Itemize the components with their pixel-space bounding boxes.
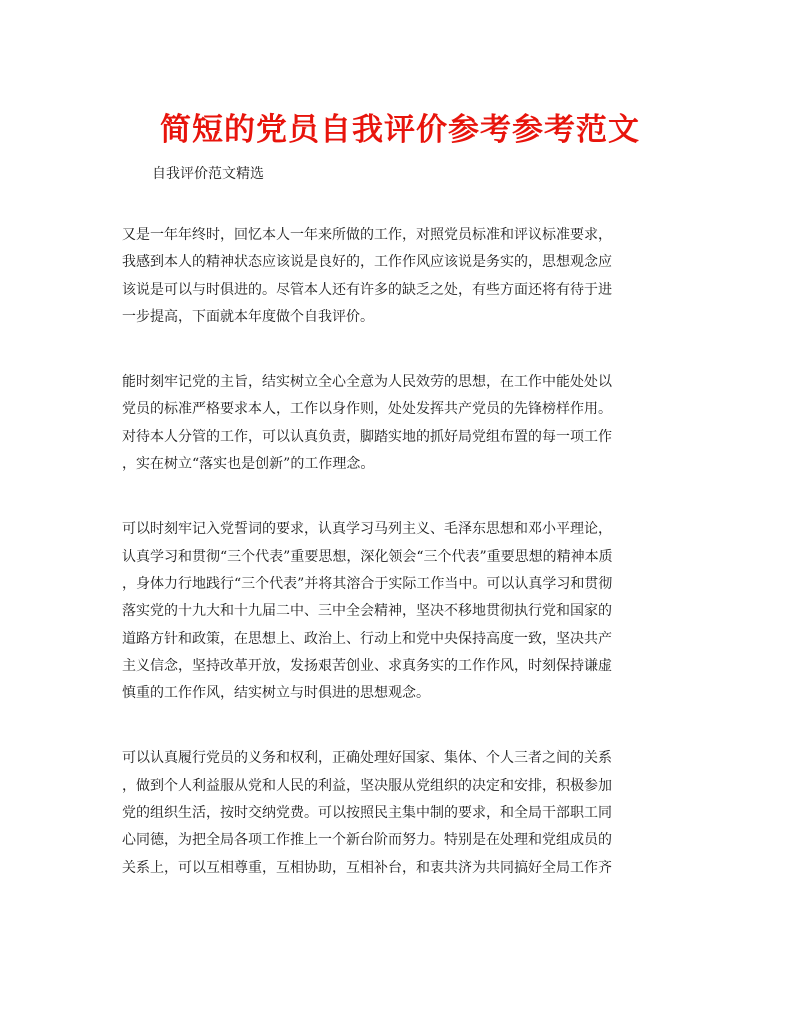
document-subtitle: 自我评价范文精选 <box>152 166 264 182</box>
paragraph-4 <box>122 745 682 881</box>
text-line: 党的组织生活，按时交纳党费。可以按照民主集中制的要求，和全局干部职工同 <box>122 805 612 822</box>
text-line: 主义信念，坚持改革开放，发扬艰苦创业、求真务实的工作作风，时刻保持谦虚 <box>122 657 612 674</box>
text-line: 关系上，可以互相尊重，互相协助，互相补台，和衷共济为共同搞好全局工作齐 <box>122 859 612 876</box>
text-line: 一步提高，下面就本年度做个自我评价。 <box>122 308 374 325</box>
text-line: ，身体力行地践行“三个代表”并将其溶合于实际工作当中。可以认真学习和贯彻 <box>122 575 613 592</box>
text-line: 认真学习和贯彻“三个代表”重要思想，深化领会“三个代表”重要思想的精神本质 <box>122 548 613 565</box>
text-line: 落实党的十九大和十九届二中、三中全会精神，坚决不移地贯彻执行党和国家的 <box>122 603 612 620</box>
text-line: 慎重的工作作风，结实树立与时俱进的思想观念。 <box>122 685 430 702</box>
text-line: 心同德，为把全局各项工作推上一个新台阶而努力。特别是在处理和党组成员的 <box>122 832 612 849</box>
text-line: 党员的标准严格要求本人，工作以身作则，处处发挥共产党员的先锋榜样作用。 <box>122 401 612 418</box>
text-line: 道路方针和政策，在思想上、政治上、行动上和党中央保持高度一致，坚决共产 <box>122 630 612 647</box>
text-line: 可以时刻牢记入党誓词的要求，认真学习马列主义、毛泽东思想和邓小平理论， <box>122 521 612 538</box>
text-line: ，做到个人利益服从党和人民的利益，坚决服从党组织的决定和安排，积极参加 <box>122 777 612 794</box>
paragraph-1 <box>122 222 682 331</box>
paragraph-3 <box>122 516 682 707</box>
text-line: 能时刻牢记党的主旨，结实树立全心全意为人民效劳的思想，在工作中能处处以 <box>122 374 612 391</box>
text-line: 我感到本人的精神状态应该说是良好的，工作作风应该说是务实的，思想观念应 <box>122 254 612 271</box>
document-title: 简短的党员自我评价参考参考范文 <box>160 112 640 148</box>
text-line: 可以认真履行党员的义务和权利，正确处理好国家、集体、个人三者之间的关系 <box>122 750 612 767</box>
paragraph-2 <box>122 369 682 478</box>
document-body <box>122 222 682 920</box>
text-line: ，实在树立“落实也是创新”的工作理念。 <box>122 456 375 473</box>
text-line: 对待本人分管的工作，可以认真负责，脚踏实地的抓好局党组布置的每一项工作 <box>122 428 612 445</box>
text-line: 又是一年年终时，回忆本人一年来所做的工作，对照党员标准和评议标准要求， <box>122 227 612 243</box>
text-line: 该说是可以与时俱进的。尽管本人还有许多的缺乏之处，有些方面还将有待于进 <box>122 281 612 298</box>
